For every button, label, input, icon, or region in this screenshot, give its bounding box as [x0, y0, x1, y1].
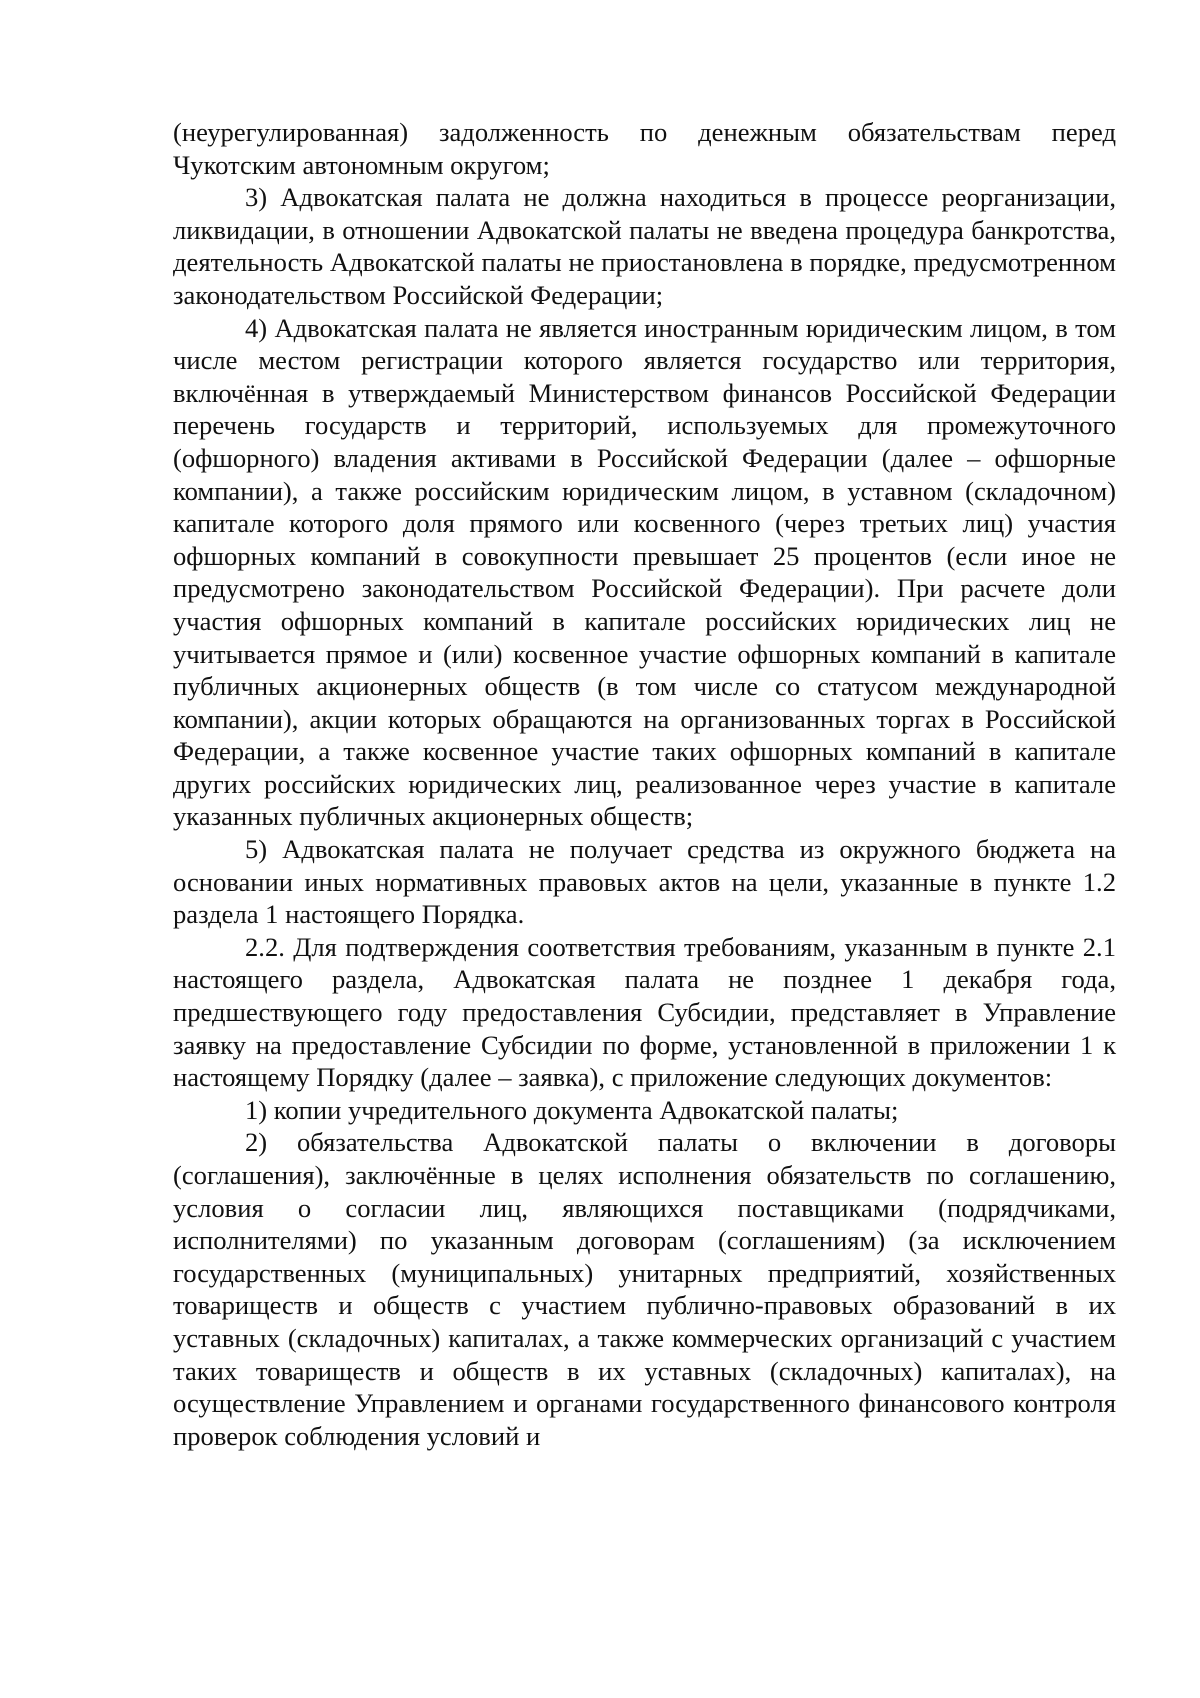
paragraph-doc-1: 1) копии учредительного документа Адвокатской палаты;: [245, 1094, 899, 1125]
paragraph-item-5: 5) Адвокатская палата не получает средства из окружного бюджета на основании иных нормативных правовых актов на цели, указанные в пункте 1.2 раздела 1 настоящего Порядка.: [173, 834, 1116, 930]
paragraph-doc-2: 2) обязательства Адвокатской палаты о включении в договоры (соглашения), заключённые в целях исполнения обязательств по соглашению, условия о согласии лиц, являющихся поставщиками (подрядчиками, исполнителями) по указанным договорам (соглашениям) (за исключением государственных (муниципальных) унитарных предприятий, хозяйственных товариществ и обществ с участием публично-правовых образований в их уставных (складочных) капиталах, а также коммерческих организаций с участием таких товариществ и обществ в их уставных (складочных) капиталах), на осуществление Управлением и органами государственного финансового контроля проверок соблюдения условий и: [173, 1127, 1116, 1451]
paragraph-debt-continuation: (неурегулированная) задолженность по денежным обязательствам перед Чукотским автономным округом;: [173, 117, 1116, 180]
document-body: [173, 116, 1116, 1452]
paragraph-item-3: 3) Адвокатская палата не должна находиться в процессе реорганизации, ликвидации, в отношении Адвокатской палаты не введена процедура банкротства, деятельность Адвокатской палаты не приостановлена в порядке, предусмотренном законодательством Российской Федерации;: [173, 182, 1116, 310]
paragraph-item-4: 4) Адвокатская палата не является иностранным юридическим лицом, в том числе местом регистрации которого является государство или территория, включённая в утверждаемый Министерством финансов Российской Федерации перечень государств и территорий, используемых для промежуточного (офшорного) владения активами в Российской Федерации (далее – офшорные компании), а также российским юридическим лицом, в уставном (складочном) капитале которого доля прямого или косвенного (через третьих лиц) участия офшорных компаний в совокупности превышает 25 процентов (если иное не предусмотрено законодательством Российской Федерации). При расчете доли участия офшорных компаний в капитале российских юридических лиц не учитывается прямое и (или) косвенное участие офшорных компаний в капитале публичных акционерных обществ (в том числе со статусом международной компании), акции которых обращаются на организованных торгах в Российской Федерации, а также косвенное участие таких офшорных компаний в капитале других российских юридических лиц, реализованное через участие в капитале указанных публичных акционерных обществ;: [173, 312, 1116, 832]
paragraph-2-2: 2.2. Для подтверждения соответствия требованиям, указанным в пункте 2.1 настоящего раздела, Адвокатская палата не позднее 1 декабря года, предшествующего году предоставления Субсидии, представляет в Управление заявку на предоставление Субсидии по форме, установленной в приложении 1 к настоящему Порядку (далее – заявка), с приложение следующих документов:: [173, 931, 1116, 1093]
